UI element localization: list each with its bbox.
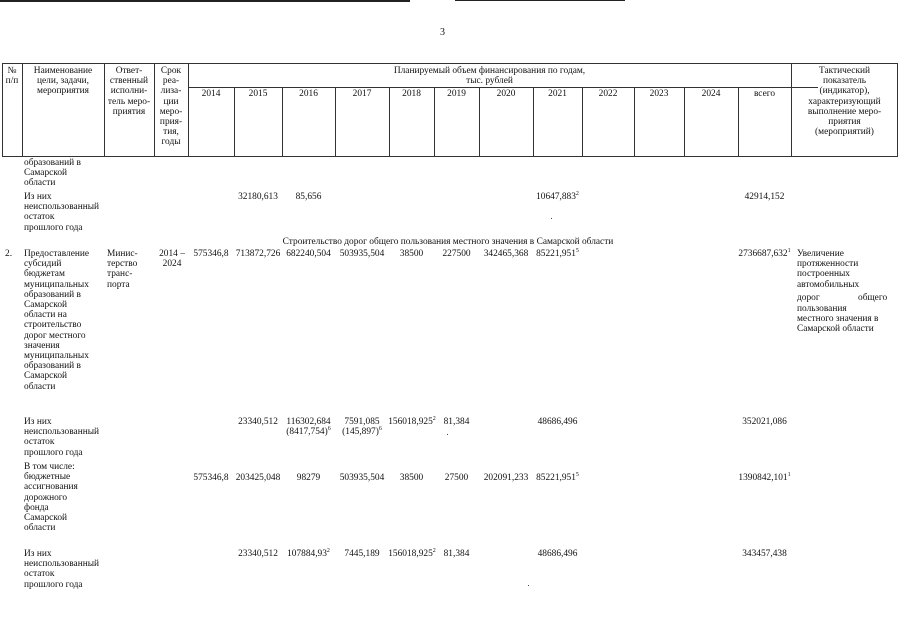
row2-name: Предоставление субсидий бюджетам муниципальных образований в Самарской области на строительство дорог местного значения муниципальных образований в Самарской области [24, 249, 90, 392]
row3-2016-note: $(8417,754)^6$ [286, 426, 331, 438]
row3-2017-value: 7591,085 [344, 417, 380, 427]
row1-2016: 85,656 [295, 192, 322, 202]
header-funding-title: Планируемый объем финансирования по годам, тыс. рублей [393, 66, 586, 87]
year-2021: 2021 [548, 89, 567, 99]
year-2020: 2020 [496, 89, 516, 99]
row3-2018: 156018,925$^2$ [388, 415, 436, 427]
year-2018: 2018 [402, 89, 421, 99]
row3-2019: 81,384 [443, 417, 470, 427]
scan-speck [551, 218, 552, 219]
row2-responsible: Минис- терство транс- порта [107, 249, 138, 290]
row2-number: 2. [5, 249, 13, 259]
row2-2017: 503935,504 [339, 249, 385, 259]
scan-speck [528, 585, 529, 586]
row2-2021: 85221,951$^5$ [536, 247, 579, 259]
scan-speck [447, 434, 448, 435]
row1-name: Из них неиспользованный остаток прошлого года [24, 192, 100, 233]
year-total: всего [753, 89, 776, 99]
header-term: Срок реа- лиза- ции меро- прия- тия, годы [159, 66, 183, 148]
continued-text: образований в Самарской области [24, 158, 81, 189]
year-2024: 2024 [701, 89, 721, 99]
year-2017: 2017 [352, 89, 372, 99]
row2-2014: 575346,8 [193, 249, 229, 259]
row1-2021: 10647,883$^2$ [536, 190, 579, 202]
table-top-border [2, 63, 898, 64]
header-indicator: Тактический показатель (индикатор), характеризующий выполнение меро- приятия (мероприятий) [807, 66, 882, 138]
row1-2015: 32180,613 [238, 192, 278, 202]
row3-2017-note: $(145,897)^6$ [342, 426, 382, 438]
row3-2016-value: 116302,684 [286, 417, 331, 427]
row5-2019: 81,384 [443, 549, 470, 559]
row2-2016: 682240,504 [286, 249, 331, 259]
row4-2015: 203425,048 [235, 473, 281, 483]
year-2014: 2014 [201, 89, 221, 99]
row5-2016: 107884,93$^2$ [287, 547, 330, 559]
row5-2017: 7445,189 [344, 549, 380, 559]
row2-2015: 713872,726 [235, 249, 281, 259]
row4-2020: 202091,233 [483, 473, 529, 483]
year-2019: 2019 [447, 89, 466, 99]
row5-2015: 23340,512 [238, 549, 278, 559]
row2-indicator-2b: общего [858, 293, 888, 303]
row4-2021: 85221,951$^5$ [536, 471, 579, 483]
year-2023: 2023 [649, 89, 669, 99]
row1-total: 42914,152 [744, 192, 785, 202]
row5-2021: 48686,496 [537, 549, 578, 559]
row2-2020: 342465,368 [483, 249, 529, 259]
row4-2017: 503935,504 [339, 473, 385, 483]
row2-2019: 227500 [442, 249, 471, 259]
scan-top-edge-2 [455, 0, 625, 1]
row3-2016 [282, 417, 335, 437]
row4-2014: 575346,8 [193, 473, 229, 483]
header-name: Наименование цели, задачи, мероприятия [33, 66, 93, 97]
row3-2015: 23340,512 [238, 417, 278, 427]
year-2015: 2015 [248, 89, 268, 99]
row5-total: 343457,438 [742, 549, 787, 559]
row3-name: Из них неиспользованный остаток прошлого года [24, 417, 100, 458]
year-2022: 2022 [598, 89, 618, 99]
row4-name: В том числе: бюджетные ассигнования дорожного фонда Самарской области [24, 462, 78, 534]
row3-2021: 48686,496 [537, 417, 578, 427]
row5-2018: 156018,925$^2$ [388, 547, 436, 559]
row4-2018: 38500 [399, 473, 424, 483]
row4-2019: 27500 [444, 473, 469, 483]
row3-2017 [335, 417, 389, 437]
row2-indicator-3: пользования местного значения в Самарской области [797, 304, 879, 335]
row2-indicator-2a: дорог [797, 293, 820, 303]
page-number: 3 [440, 27, 445, 38]
row4-2016: 98279 [296, 473, 321, 483]
section-title: Строительство дорог общего пользования местного значения в Самарской области [282, 237, 614, 247]
header-bottom-border [2, 156, 898, 157]
row3-total: 352021,086 [742, 417, 787, 427]
row5-name: Из них неиспользованный остаток прошлого года [24, 549, 100, 590]
row2-total: 2736687,632$^1$ [738, 247, 791, 259]
row4-total: 1390842,101$^1$ [738, 471, 791, 483]
scan-top-edge [0, 0, 410, 2]
year-2016: 2016 [299, 89, 318, 99]
header-responsible: Ответ- ственный исполни- тель меро- приятия [107, 66, 151, 117]
row2-term: 2014 – 2024 [159, 249, 185, 270]
row2-2018: 38500 [399, 249, 424, 259]
header-num: № п/п [5, 66, 19, 87]
row2-indicator-1: Увеличение протяженности построенных автомобильных [797, 249, 860, 290]
